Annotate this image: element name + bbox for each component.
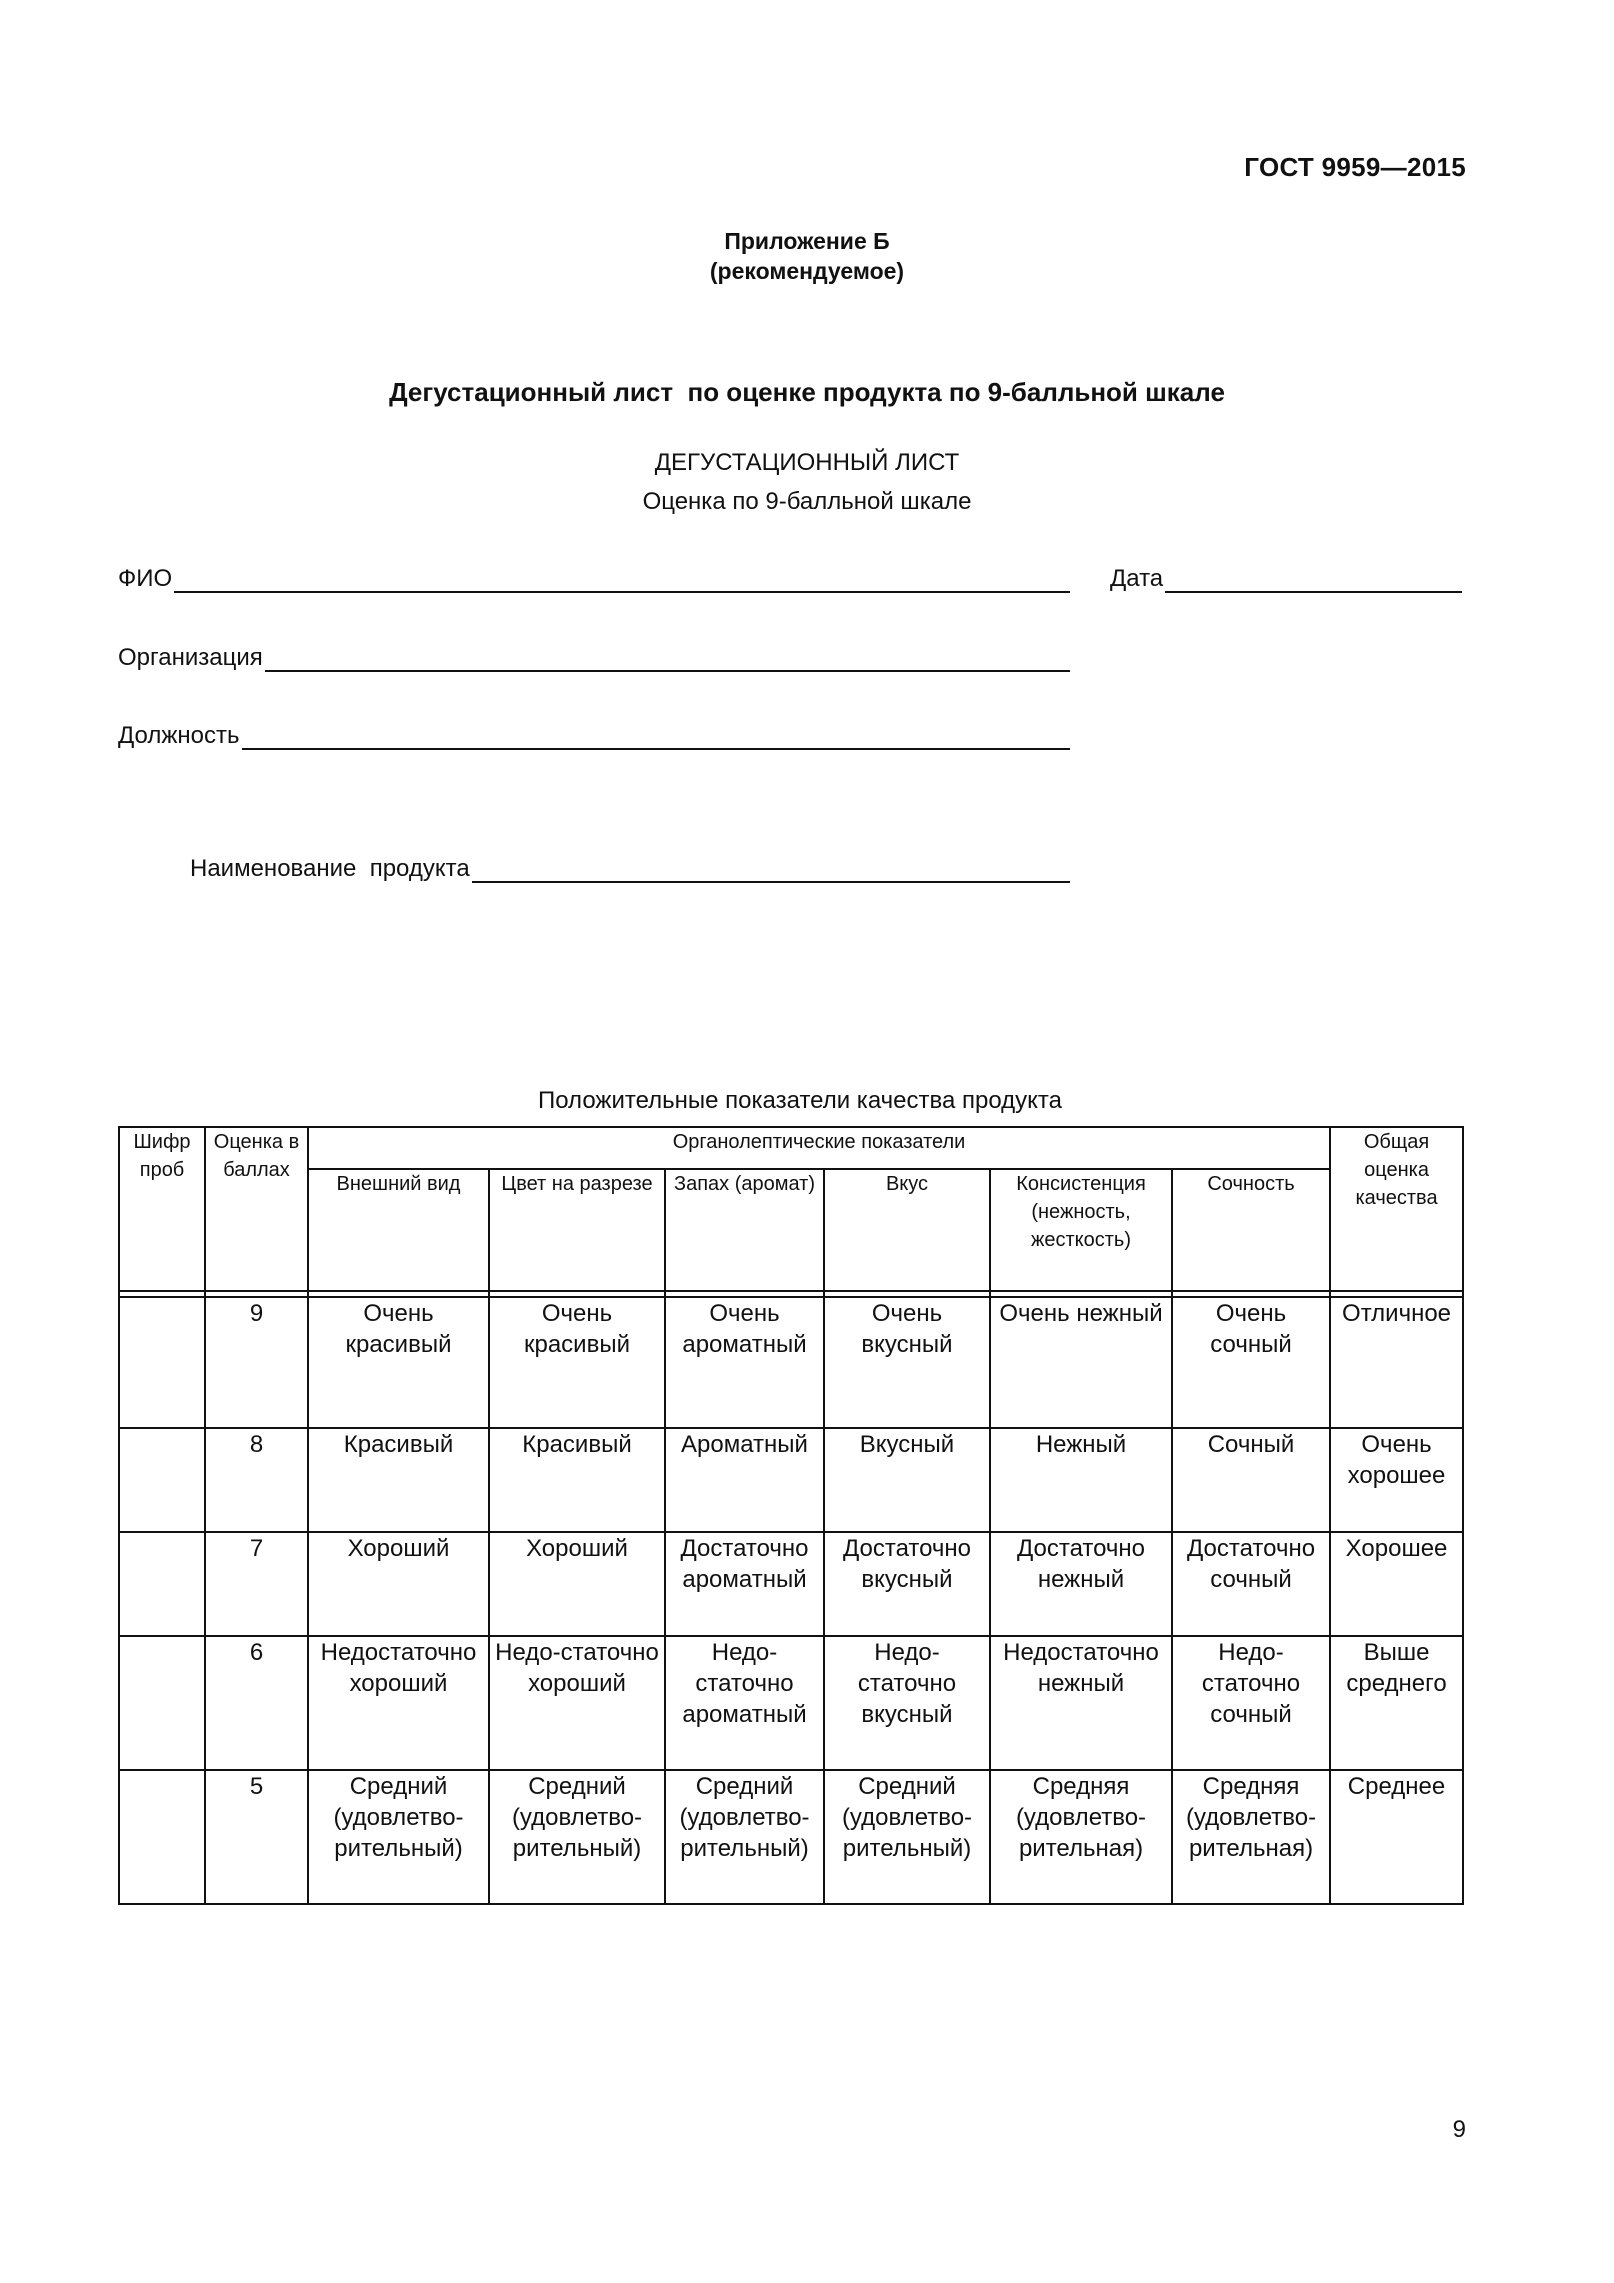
cell-juiciness: Очень сочный xyxy=(1172,1297,1330,1428)
cell-total: Среднее xyxy=(1330,1770,1463,1904)
cell-taste: Достаточно вкусный xyxy=(824,1532,990,1636)
cell-consistency: Очень нежный xyxy=(990,1297,1172,1428)
product-field[interactable] xyxy=(190,855,1070,883)
page-number: 9 xyxy=(1452,2116,1466,2143)
cell-smell: Средний (удовлетво-рительный) xyxy=(665,1770,824,1904)
cell-code[interactable] xyxy=(119,1636,205,1770)
cell-code[interactable] xyxy=(119,1297,205,1428)
cell-score: 7 xyxy=(205,1532,308,1636)
cell-cut-color: Средний (удовлетво-рительный) xyxy=(489,1770,665,1904)
cell-appearance: Недостаточно хороший xyxy=(308,1636,489,1770)
position-input-line[interactable] xyxy=(242,724,1071,750)
quality-table xyxy=(118,1126,1464,1905)
cell-code[interactable] xyxy=(119,1428,205,1532)
cell-code[interactable] xyxy=(119,1532,205,1636)
header-code: Шифр проб xyxy=(119,1127,205,1291)
date-label: Дата xyxy=(1110,565,1164,592)
cell-smell: Ароматный xyxy=(665,1428,824,1532)
header-total: Общая оценка качества xyxy=(1330,1127,1463,1291)
cell-score: 9 xyxy=(205,1297,308,1428)
organization-label: Организация xyxy=(118,644,263,671)
sheet-title: ДЕГУСТАЦИОННЫЙ ЛИСТ xyxy=(654,449,960,476)
cell-taste: Вкусный xyxy=(824,1428,990,1532)
date-input-line[interactable] xyxy=(1165,567,1462,593)
cell-smell: Недо-статочно ароматный xyxy=(665,1636,824,1770)
cell-cut-color: Недо-статочно хороший xyxy=(489,1636,665,1770)
cell-juiciness: Недо-статочно сочный xyxy=(1172,1636,1330,1770)
main-title: Дегустационный лист по оценке продукта по 9-балльной шкале xyxy=(389,377,1225,407)
table-row xyxy=(119,1297,1463,1428)
cell-consistency: Недостаточно нежный xyxy=(990,1636,1172,1770)
cell-consistency: Нежный xyxy=(990,1428,1172,1532)
cell-total: Хорошее xyxy=(1330,1532,1463,1636)
cell-score: 8 xyxy=(205,1428,308,1532)
header-smell: Запах (аромат) xyxy=(665,1169,824,1291)
document-code: ГОСТ 9959—2015 xyxy=(1244,152,1466,182)
table-caption: Положительные показатели качества продукта xyxy=(537,1087,1062,1114)
cell-cut-color: Хороший xyxy=(489,1532,665,1636)
header-taste: Вкус xyxy=(824,1169,990,1291)
appendix-status: (рекомендуемое) xyxy=(709,258,905,284)
header-juiciness: Сочность xyxy=(1172,1169,1330,1291)
product-input-line[interactable] xyxy=(472,857,1070,883)
cell-cut-color: Очень красивый xyxy=(489,1297,665,1428)
appendix-heading xyxy=(0,226,1614,286)
fio-label: ФИО xyxy=(118,565,173,592)
cell-consistency: Достаточно нежный xyxy=(990,1532,1172,1636)
cell-score: 5 xyxy=(205,1770,308,1904)
fio-field[interactable] xyxy=(118,565,1070,593)
cell-cut-color: Красивый xyxy=(489,1428,665,1532)
cell-code[interactable] xyxy=(119,1770,205,1904)
header-organoleptic: Органолептические показатели xyxy=(308,1127,1330,1169)
cell-smell: Очень ароматный xyxy=(665,1297,824,1428)
table-row xyxy=(119,1770,1463,1904)
cell-consistency: Средняя (удовлетво-рительная) xyxy=(990,1770,1172,1904)
organization-field[interactable] xyxy=(118,644,1070,672)
cell-smell: Достаточно ароматный xyxy=(665,1532,824,1636)
cell-total: Очень хорошее xyxy=(1330,1428,1463,1532)
sheet-subtitle: Оценка по 9-балльной шкале xyxy=(642,488,972,515)
cell-taste: Недо-статочно вкусный xyxy=(824,1636,990,1770)
date-field[interactable] xyxy=(1110,565,1462,593)
cell-appearance: Хороший xyxy=(308,1532,489,1636)
table-row xyxy=(119,1428,1463,1532)
header-appearance: Внешний вид xyxy=(308,1169,489,1291)
cell-appearance: Средний (удовлетво-рительный) xyxy=(308,1770,489,1904)
cell-taste: Очень вкусный xyxy=(824,1297,990,1428)
cell-total: Отличное xyxy=(1330,1297,1463,1428)
cell-score: 6 xyxy=(205,1636,308,1770)
position-label: Должность xyxy=(118,722,240,749)
table-row xyxy=(119,1636,1463,1770)
cell-appearance: Очень красивый xyxy=(308,1297,489,1428)
header-score: Оценка в баллах xyxy=(205,1127,308,1291)
cell-appearance: Красивый xyxy=(308,1428,489,1532)
appendix-title: Приложение Б xyxy=(724,228,890,254)
cell-total: Выше среднего xyxy=(1330,1636,1463,1770)
cell-taste: Средний (удовлетво-рительный) xyxy=(824,1770,990,1904)
header-cut-color: Цвет на разрезе xyxy=(489,1169,665,1291)
position-field[interactable] xyxy=(118,722,1070,750)
organization-input-line[interactable] xyxy=(265,646,1070,672)
cell-juiciness: Достаточно сочный xyxy=(1172,1532,1330,1636)
header-consistency: Консистенция (нежность, жесткость) xyxy=(990,1169,1172,1291)
table-row xyxy=(119,1532,1463,1636)
fio-input-line[interactable] xyxy=(174,567,1070,593)
cell-juiciness: Средняя (удовлетво-рительная) xyxy=(1172,1770,1330,1904)
cell-juiciness: Сочный xyxy=(1172,1428,1330,1532)
product-label: Наименование продукта xyxy=(190,855,470,882)
